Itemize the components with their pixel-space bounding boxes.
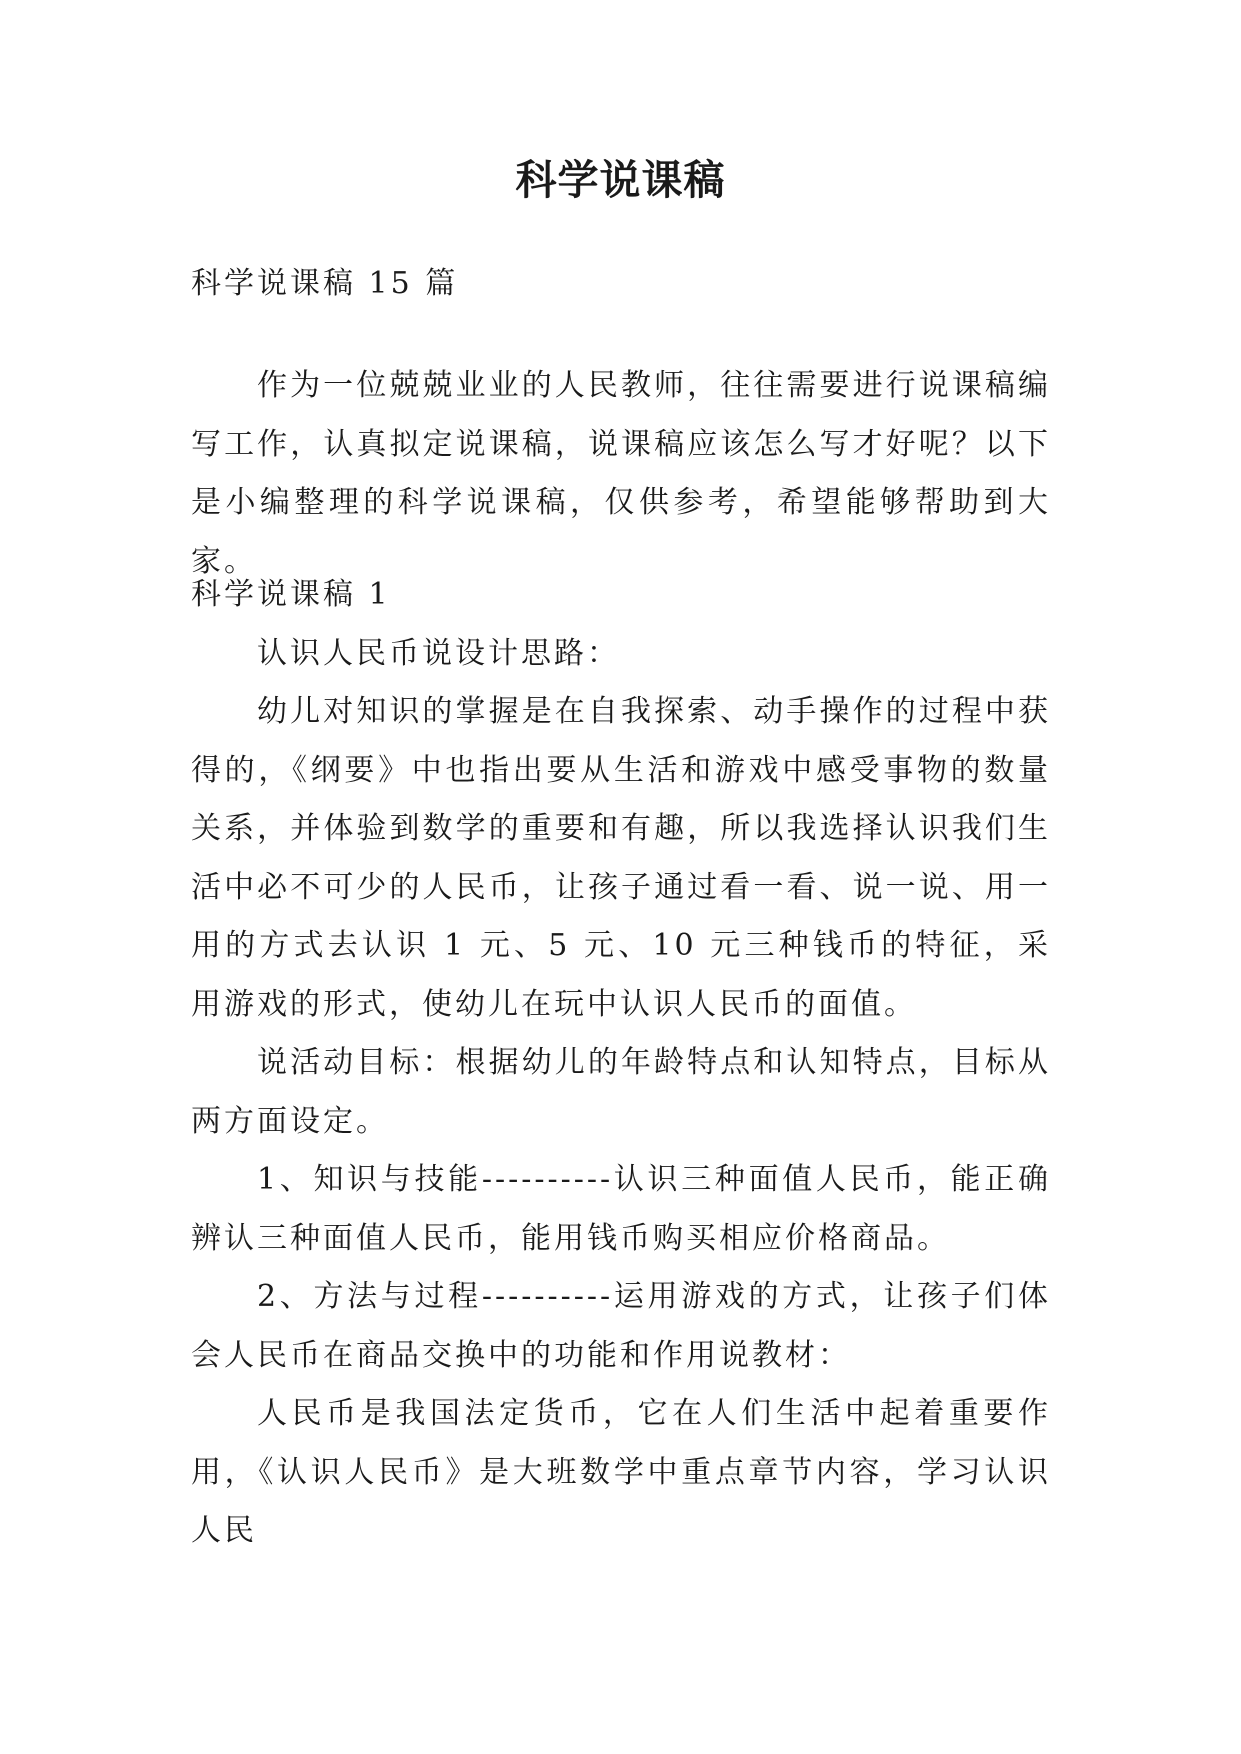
intro-paragraph: 作为一位兢兢业业的人民教师，往往需要进行说课稿编写工作，认真拟定说课稿，说课稿应该怎么写才好呢？以下是小编整理的科学说课稿，仅供参考，希望能够帮助到大家。: [191, 368, 1051, 579]
document-subtitle: 科学说课稿 15 篇: [191, 266, 459, 301]
document-title: 科学说课稿: [515, 156, 726, 204]
section-heading: 科学说课稿 1: [191, 577, 391, 612]
section-1: [191, 566, 1051, 1561]
paragraph: 说活动目标：根据幼儿的年龄特点和认知特点，目标从两方面设定。: [191, 1045, 1051, 1139]
paragraph: 幼儿对知识的掌握是在自我探索、动手操作的过程中获得的，《纲要》中也指出要从生活和游戏中感受事物的数量关系，并体验到数学的重要和有趣，所以我选择认识我们生活中必不可少的人民币，让孩子通过看一看、说一说、用一用的方式去认识 1 元、5 元、10 元三种钱币的特征，采用游戏的形式，使幼儿在玩中认识人民币的面值。: [191, 694, 1051, 1022]
paragraph: 1、知识与技能----------认识三种面值人民币，能正确辨认三种面值人民币，能用钱币购买相应价格商品。: [191, 1162, 1051, 1256]
paragraph: 认识人民币说设计思路：: [257, 635, 620, 671]
subtitle-block: [191, 255, 1051, 314]
intro-block: [191, 357, 1051, 591]
paragraph: 人民币是我国法定货币，它在人们生活中起着重要作用，《认识人民币》是大班数学中重点章节内容，学习认识人民: [191, 1396, 1051, 1548]
paragraph: 2、方法与过程----------运用游戏的方式，让孩子们体会人民币在商品交换中的功能和作用说教材：: [191, 1279, 1051, 1373]
